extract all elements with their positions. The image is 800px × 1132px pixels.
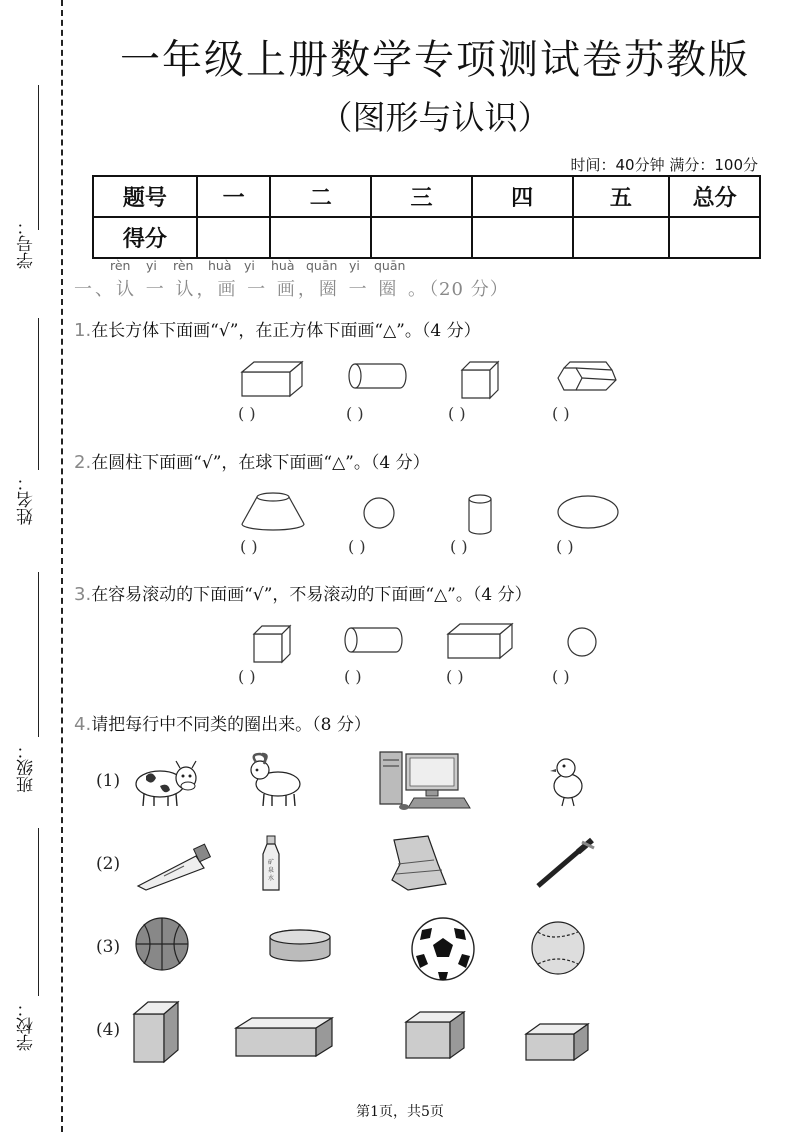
bottle-label-char: 泉 bbox=[267, 867, 275, 874]
pinyin-syllable: huà bbox=[208, 258, 232, 273]
pinyin-syllable: yi bbox=[244, 258, 255, 273]
frustum-icon bbox=[240, 492, 306, 532]
class-label: 班级： bbox=[17, 742, 37, 793]
computer-icon[interactable] bbox=[378, 750, 474, 812]
score-input-cell[interactable] bbox=[472, 217, 573, 258]
sphere-icon bbox=[566, 626, 598, 658]
cube-icon bbox=[252, 624, 292, 664]
score-table-score-row bbox=[93, 217, 760, 258]
toothbrush-icon[interactable] bbox=[534, 838, 598, 890]
towel-icon[interactable] bbox=[388, 834, 450, 892]
pinyin-syllable: yi bbox=[146, 258, 157, 273]
section1-title-text: 一、认 一 认，画 一 画，圈 一 圈 。 bbox=[74, 279, 430, 300]
sphere-icon bbox=[362, 496, 396, 530]
question-1 bbox=[74, 316, 481, 341]
score-header-cell: 五 bbox=[573, 176, 670, 217]
pinyin-syllable: huà bbox=[271, 258, 295, 273]
score-header-cell: 三 bbox=[371, 176, 472, 217]
score-input-cell[interactable] bbox=[573, 217, 670, 258]
bottle-label-char: 水 bbox=[267, 875, 275, 882]
student-id-rule bbox=[38, 85, 39, 230]
exam-time-and-score: 时间：40分钟 满分：100分 bbox=[570, 156, 758, 174]
pinyin-syllable: rèn bbox=[173, 258, 194, 273]
page-title: 一年级上册数学专项测试卷苏教版 bbox=[120, 37, 750, 83]
class-rule bbox=[38, 572, 39, 737]
ellipse-icon bbox=[556, 494, 620, 530]
answer-blank[interactable]: ( ) bbox=[450, 537, 468, 556]
score-header-cell: 总分 bbox=[669, 176, 760, 217]
soccer-ball-icon[interactable] bbox=[410, 916, 476, 982]
toothpaste-icon[interactable] bbox=[134, 842, 214, 892]
answer-blank[interactable]: ( ) bbox=[238, 667, 256, 686]
page-subtitle: （图形与认识） bbox=[319, 98, 551, 137]
question-number: 4. bbox=[74, 714, 92, 735]
answer-blank[interactable]: ( ) bbox=[446, 667, 464, 686]
cube-icon[interactable] bbox=[404, 1010, 466, 1060]
hexagonal-prism-icon bbox=[556, 360, 618, 396]
question-text: 在容易滚动的下面画“√”，不易滚动的下面画“△”。（4 分） bbox=[91, 585, 532, 605]
cow-icon[interactable] bbox=[130, 756, 200, 808]
cuboid-icon bbox=[240, 358, 304, 398]
answer-blank[interactable]: ( ) bbox=[240, 537, 258, 556]
section1-points: （20 分） bbox=[429, 279, 509, 300]
answer-blank[interactable]: ( ) bbox=[238, 404, 256, 423]
pinyin-syllable: yi bbox=[349, 258, 360, 273]
pinyin-syllable: rèn bbox=[110, 258, 131, 273]
cylinder-lying-icon bbox=[348, 362, 410, 390]
page-footer: 第1页，共5页 bbox=[356, 1104, 444, 1120]
bottle-label-char: 矿 bbox=[267, 859, 275, 866]
score-input-cell[interactable] bbox=[270, 217, 371, 258]
score-row-label: 得分 bbox=[93, 217, 197, 258]
question-number: 1. bbox=[74, 320, 92, 341]
score-input-cell[interactable] bbox=[197, 217, 271, 258]
tall-cuboid-icon[interactable] bbox=[132, 1000, 180, 1064]
pinyin-syllable: quān bbox=[306, 258, 338, 273]
baseball-icon[interactable] bbox=[530, 920, 586, 976]
score-table-header-row bbox=[93, 176, 760, 217]
score-header-cell: 二 bbox=[270, 176, 371, 217]
question-text: 请把每行中不同类的圈出来。（8 分） bbox=[91, 715, 371, 735]
binding-dashed-line bbox=[61, 0, 63, 1132]
question-text: 在圆柱下面画“√”，在球下面画“△”。（4 分） bbox=[91, 453, 430, 473]
school-label: 学校： bbox=[17, 1000, 37, 1051]
cuboid-icon bbox=[446, 622, 514, 660]
score-header-cell: 一 bbox=[197, 176, 271, 217]
score-header-cell: 四 bbox=[472, 176, 573, 217]
cylinder-upright-icon bbox=[466, 494, 494, 536]
cube-icon bbox=[460, 360, 500, 400]
q4-row-label: (1) bbox=[96, 771, 121, 791]
q4-row-label: (2) bbox=[96, 854, 121, 874]
score-input-cell[interactable] bbox=[669, 217, 760, 258]
school-rule bbox=[38, 828, 39, 996]
question-3 bbox=[74, 580, 532, 605]
q4-row-label: (4) bbox=[96, 1020, 121, 1040]
long-cuboid-icon[interactable] bbox=[234, 1016, 334, 1058]
cylinder-lying-icon bbox=[344, 626, 406, 654]
water-bottle-icon[interactable] bbox=[258, 834, 284, 894]
name-label: 姓名： bbox=[17, 474, 37, 525]
question-4 bbox=[74, 710, 371, 735]
flat-cuboid-icon[interactable] bbox=[524, 1022, 590, 1062]
pinyin-syllable: quān bbox=[374, 258, 406, 273]
question-number: 3. bbox=[74, 584, 92, 605]
section1-title bbox=[74, 275, 509, 301]
cylinder-puck-icon[interactable] bbox=[268, 928, 332, 964]
answer-blank[interactable]: ( ) bbox=[552, 404, 570, 423]
basketball-icon[interactable] bbox=[134, 916, 190, 972]
question-number: 2. bbox=[74, 452, 92, 473]
chick-icon[interactable] bbox=[546, 752, 590, 808]
name-rule bbox=[38, 318, 39, 470]
score-header-cell: 题号 bbox=[93, 176, 197, 217]
answer-blank[interactable]: ( ) bbox=[348, 537, 366, 556]
answer-blank[interactable]: ( ) bbox=[556, 537, 574, 556]
student-id-label: 学号： bbox=[17, 218, 37, 269]
question-2 bbox=[74, 448, 430, 473]
score-input-cell[interactable] bbox=[371, 217, 472, 258]
goat-icon[interactable] bbox=[246, 752, 308, 808]
score-table bbox=[92, 175, 761, 259]
answer-blank[interactable]: ( ) bbox=[346, 404, 364, 423]
answer-blank[interactable]: ( ) bbox=[448, 404, 466, 423]
question-text: 在长方体下面画“√”，在正方体下面画“△”。（4 分） bbox=[91, 321, 481, 341]
q4-row-label: (3) bbox=[96, 937, 121, 957]
answer-blank[interactable]: ( ) bbox=[344, 667, 362, 686]
answer-blank[interactable]: ( ) bbox=[552, 667, 570, 686]
